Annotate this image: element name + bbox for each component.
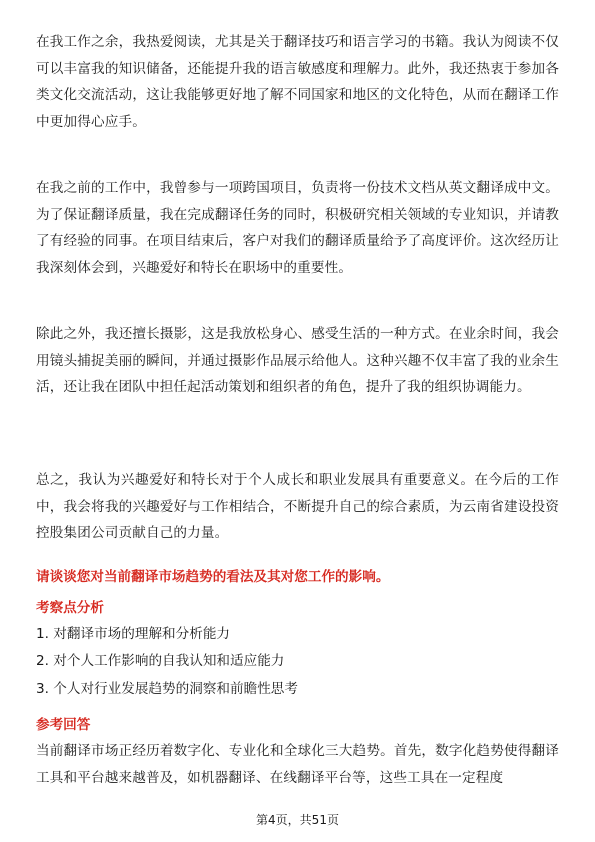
analysis-heading: 考察点分析 (36, 600, 104, 616)
paragraph-photography: 除此之外，我还擅长摄影，这是我放松身心、感受生活的一种方式。在业余时间，我会用镜头捕捉美丽的瞬间，并通过摄影作品展示给他人。这种兴趣不仅丰富了我的业余生活，还让我在团队中担任起活动策划和组织者的角色，提升了我的组织协调能力。 (36, 326, 559, 395)
paragraph-conclusion: 总之，我认为兴趣爱好和特长对于个人成长和职业发展具有重要意义。在今后的工作中，我会将我的兴趣爱好与工作相结合，不断提升自己的综合素质，为云南省建设投资控股集团公司贡献自己的力量。 (36, 472, 559, 541)
analysis-item: 3. 个人对行业发展趋势的洞察和前瞻性思考 (36, 681, 298, 697)
analysis-item: 1. 对翻译市场的理解和分析能力 (36, 626, 231, 642)
paragraph-reading-hobby: 在我工作之余，我热爱阅读，尤其是关于翻译技巧和语言学习的书籍。我认为阅读不仅可以丰富我的知识储备，还能提升我的语言敏感度和理解力。此外，我还热衷于参加各类文化交流活动，这让我能够更好地了解不同国家和地区的文化特色，从而在翻译工作中更加得心应手。 (36, 34, 559, 130)
paragraph-project-experience: 在我之前的工作中，我曾参与一项跨国项目，负责将一份技术文档从英文翻译成中文。为了保证翻译质量，我在完成翻译任务的同时，积极研究相关领域的专业知识，并请教了有经验的同事。在项目结束后，客户对我们的翻译质量给予了高度评价。这次经历让我深刻体会到，兴趣爱好和特长在职场中的重要性。 (36, 180, 559, 276)
answer-text: 当前翻译市场正经历着数字化、专业化和全球化三大趋势。首先，数字化趋势使得翻译工具和平台越来越普及，如机器翻译、在线翻译平台等，这些工具在一定程度 (36, 743, 559, 786)
analysis-item: 2. 对个人工作影响的自我认知和适应能力 (36, 653, 285, 669)
page-number-footer: 第4页，共51页 (256, 813, 339, 827)
answer-heading: 参考回答 (36, 717, 91, 733)
interview-question: 请谈谈您对当前翻译市场趋势的看法及其对您工作的影响。 (36, 569, 390, 585)
